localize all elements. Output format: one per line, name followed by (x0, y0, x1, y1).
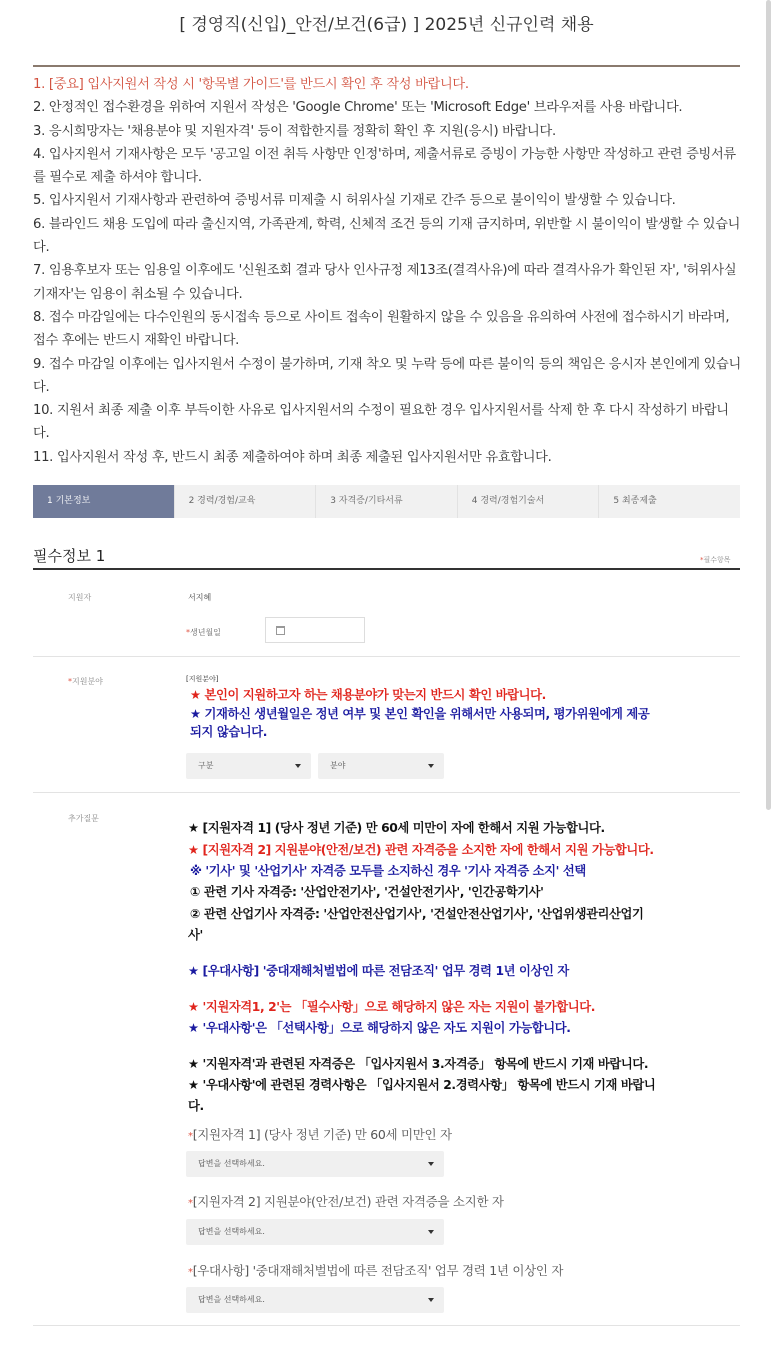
required-marker: * (700, 556, 704, 564)
question-label-text: [우대사항] '중대재해처벌법에 따른 전담조직' 업무 경력 1년 이상인 자 (192, 1263, 564, 1278)
notice-item: 3. 응시희망자는 '채용분야 및 지원자격' 등이 적합한지를 정확히 확인 후 지원(응시) 바랍니다. (33, 123, 556, 139)
required-marker: * (188, 1198, 193, 1209)
extra-line: 사' (188, 928, 203, 942)
notice-item: 6. 블라인드 채용 도입에 따라 출신지역, 가족관계, 학력, 신체적 조건 등의 기재 금지하며, 위반할 시 불이익이 발생할 수 있습니다. (33, 216, 741, 256)
applicant-name: 서지혜 (188, 593, 212, 602)
preference-select[interactable] (186, 1287, 444, 1313)
section-title: 필수정보 1 (33, 547, 106, 565)
required-marker: * (186, 628, 190, 637)
notice-list (33, 73, 743, 469)
applicant-label: 지원자 (68, 593, 92, 602)
field-label (68, 676, 103, 687)
field-sub-label: [지원분야] (186, 675, 219, 683)
birth-label (186, 627, 221, 638)
question-select-placeholder: 답변을 선택하세요. (198, 1295, 265, 1304)
notice-item: 9. 접수 마감일 이후에는 입사지원서 수정이 불가하며, 기재 착오 및 누락 등에 따른 불이익 등의 책임은 응시자 본인에게 있습니다. (33, 356, 741, 395)
notice-item: 8. 접수 마감일에는 다수인원의 동시접속 등으로 사이트 접속이 원활하지 않을 수 있음을 유의하여 사전에 접수하시기 바라며, 접수 후에는 반드시 재확인 바랍니다. (33, 309, 730, 349)
tab-final-submit[interactable]: 5 최종제출 (613, 496, 657, 506)
notice-item: 11. 입사지원서 작성 후, 반드시 최종 제출하여야 하며 최종 제출된 입사지원서만 유효합니다. (33, 449, 552, 465)
question-label (188, 1125, 452, 1143)
extra-line: ★ '지원자격'과 관련된 자격증은 「입사지원서 3.자격증」 항목에 반드시 기재 바랍니다. (188, 1057, 649, 1071)
field-notice-red: ★ 본인이 지원하고자 하는 채용분야가 맞는지 반드시 확인 바랍니다. (190, 688, 546, 702)
notice-item: 4. 입사지원서 기재사항은 모두 '공고일 이전 취득 사항만 인정'하며, 제출서류로 증빙이 가능한 사항만 작성하고 관련 증빙서류를 필수로 제출 하셔야 합니다. (33, 146, 736, 186)
row-divider (33, 1325, 740, 1326)
notice-item: 1. [중요] 입사지원서 작성 시 '항목별 가이드'를 반드시 확인 후 작성 바랍니다. (33, 77, 469, 92)
notice-item: 10. 지원서 최종 제출 이후 부득이한 사유로 입사지원서의 수정이 필요한 경우 입사지원서를 삭제 한 후 다시 작성하기 바랍니다. (33, 403, 729, 442)
required-marker: * (68, 677, 72, 686)
required-marker: * (188, 1267, 193, 1278)
question-label-text: [지원자격 2] 지원분야(안전/보건) 관련 자격증을 소지한 자 (192, 1194, 504, 1209)
question-select-placeholder: 답변을 선택하세요. (198, 1227, 265, 1236)
extra-line: ★ [우대사항] '중대재해처벌법에 따른 전담조직' 업무 경력 1년 이상인 자 (188, 964, 569, 978)
area-select[interactable] (318, 753, 444, 779)
area-select-value: 분야 (330, 761, 346, 770)
extra-line: 다. (188, 1099, 204, 1113)
step-tabs (33, 485, 740, 518)
notice-item: 5. 입사지원서 기재사항과 관련하여 증빙서류 미제출 시 허위사실 기재로 간주 등으로 불이익이 발생할 수 있습니다. (33, 193, 676, 209)
question-label (188, 1192, 504, 1210)
category-select-value: 구분 (198, 761, 214, 770)
qualification-1-select[interactable] (186, 1151, 444, 1177)
extra-line: ① 관련 기사 자격증: '산업안전기사', '건설안전기사', '인간공학기사' (190, 885, 544, 899)
extra-line: ★ '우대사항'은 「선택사항」으로 해당하지 않은 자도 지원이 가능합니다. (188, 1021, 571, 1035)
extra-question-label: 추가질문 (68, 814, 99, 823)
extra-line: ★ '우대사항'에 관련된 경력사항은 「입사지원서 2.경력사항」 항목에 반드시 기재 바랍니 (188, 1078, 656, 1092)
required-legend (700, 555, 731, 565)
field-notice-blue: ★ 기재하신 생년월일은 정년 여부 및 본인 확인을 위해서만 사용되며, 평가위원에게 제공 (190, 707, 650, 721)
question-select-placeholder: 답변을 선택하세요. (198, 1159, 265, 1168)
notice-item: 7. 임용후보자 또는 임용일 이후에도 '신원조회 결과 당사 인사규정 제13조(결격사유)에 따라 결격사유가 확인된 자', '허위사실 기재자'는 임용이 취소될 수 있습니다. (33, 263, 737, 302)
chevron-down-icon (428, 1162, 434, 1166)
field-label-text: 지원분야 (72, 677, 103, 686)
qualification-2-select[interactable] (186, 1219, 444, 1245)
section-divider (33, 568, 740, 570)
required-legend-text: 필수항목 (703, 556, 731, 564)
notice-item: 2. 안정적인 접수환경을 위하여 지원서 작성은 'Google Chrome' 또는 'Microsoft Edge' 브라우저를 사용 바랍니다. (33, 100, 683, 116)
title-divider (33, 65, 740, 67)
question-label-text: [지원자격 1] (당사 정년 기준) 만 60세 미만인 자 (192, 1127, 452, 1142)
extra-line: ② 관련 산업기사 자격증: '산업안전산업기사', '건설안전산업기사', '산업위생관리산업기 (190, 907, 644, 921)
chevron-down-icon (295, 764, 301, 768)
row-divider (33, 792, 740, 793)
calendar-icon (276, 626, 285, 635)
chevron-down-icon (428, 1230, 434, 1234)
field-notice-blue: 되지 않습니다. (190, 725, 268, 739)
scrollbar[interactable] (766, 0, 771, 810)
birth-label-text: 생년월일 (190, 628, 221, 637)
category-select[interactable] (186, 753, 311, 779)
required-marker: * (188, 1131, 193, 1142)
tab-certificates[interactable]: 3 자격증/기타서류 (316, 485, 458, 518)
extra-line: ★ [지원자격 2] 지원분야(안전/보건) 관련 자격증을 소지한 자에 한해서 지원 가능합니다. (188, 843, 654, 857)
extra-line: ★ [지원자격 1] (당사 정년 기준) 만 60세 미만이 자에 한해서 지원 가능합니다. (188, 821, 605, 835)
chevron-down-icon (428, 1298, 434, 1302)
extra-line: ※ '기사' 및 '산업기사' 자격증 모두를 소지하신 경우 '기사 자격증 소지' 선택 (190, 864, 586, 878)
question-label (188, 1261, 563, 1279)
row-divider (33, 656, 740, 657)
extra-line: ★ '지원자격1, 2'는 「필수사항」으로 해당하지 않은 자는 지원이 불가합니다. (188, 1000, 595, 1014)
tab-basic-info[interactable]: 1 기본정보 (33, 485, 175, 518)
birth-date-input[interactable] (265, 617, 365, 643)
page-title: [ 경영직(신입)_안전/보건(6급) ] 2025년 신규인력 채용 (179, 15, 594, 35)
chevron-down-icon (428, 764, 434, 768)
tab-career-statement[interactable]: 4 경력/경험기술서 (458, 485, 600, 518)
tab-career-education[interactable]: 2 경력/경험/교육 (175, 485, 317, 518)
